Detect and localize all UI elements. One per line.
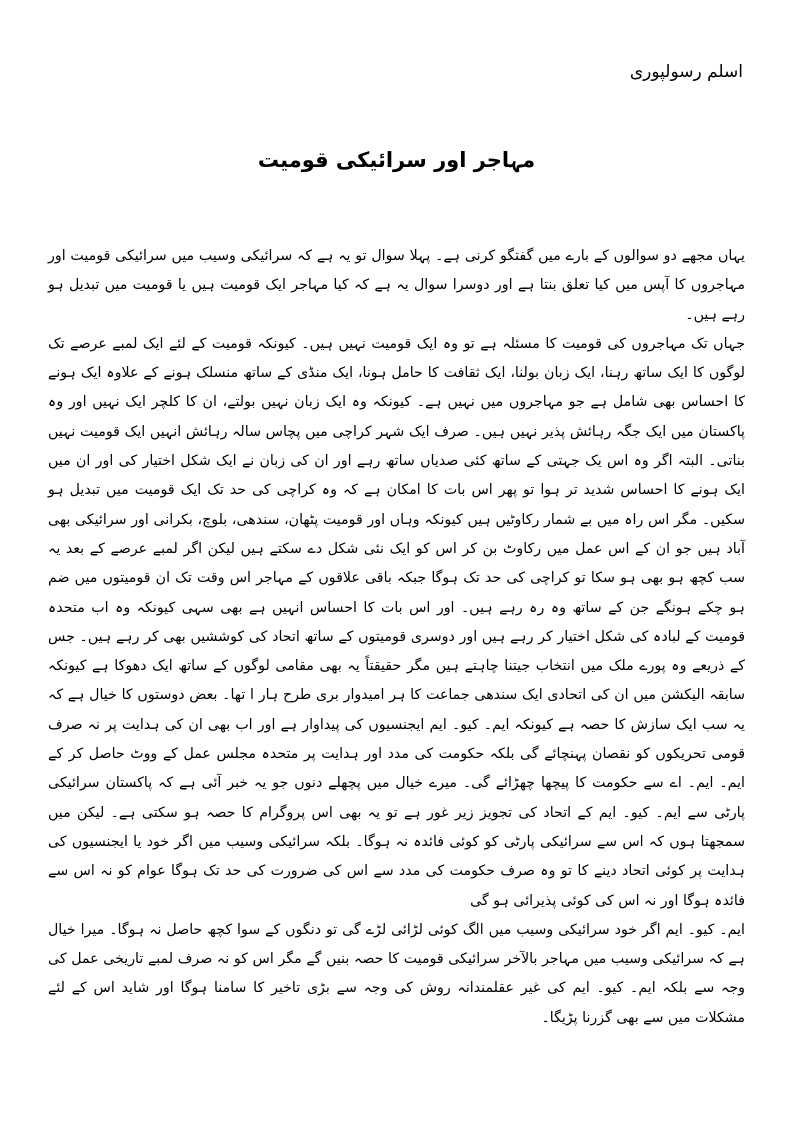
paragraph-3: ایم۔ کیو۔ ایم اگر خود سرائیکی وسیب میں الگ کوئی لڑائی لڑے گی تو دنگوں کے سوا کچھ حاصل نہ ہوگا۔ میرا خیال ہے کہ سرائیکی وسیب میں مہاجر بالآخر سرائیکی قومیت کا حصہ بنیں گے مگر اس کو نہ صرف لمبے تاریخی عمل کی وجہ سے بلکہ ایم۔ کیو۔ ایم کی غیر عقلمندانہ روش کی وجہ سے بڑی تاخیر کا سامنا ہوگا اور شاید اس کے لئے مشکلات میں سے بھی گزرنا پڑیگا۔ [48,921,745,1026]
article-title: مہاجر اور سرائیکی قومیت [257,148,536,172]
article-body [48,242,745,1033]
paragraph-1: یہاں مجھے دو سوالوں کے بارے میں گفتگو کرنی ہے۔ پہلا سوال تو یہ ہے کہ سرائیکی وسیب میں سرائیکی قومیت اور مہاجروں کا آپس میں کیا تعلق بنتا ہے اور دوسرا سوال یہ ہے کہ کیا مہاجر ایک قومیت ہیں یا قومیت میں تبدیل ہو رہے ہیں۔ [48,248,745,323]
author-name: اسلم رسولپوری [629,62,743,82]
paragraph-2: جہاں تک مہاجروں کی قومیت کا مسئلہ ہے تو وہ ایک قومیت نہیں ہیں۔ کیونکہ قومیت کے لئے ایک لمبے عرصے تک لوگوں کا ایک ساتھ رہنا، ایک زبان بولنا، ایک ثقافت کا حامل ہونا، ایک منڈی کے ساتھ منسلک ہونے کے علاوہ ایک ہونے کا احساس بھی شامل ہے جو مہاجروں میں نہیں ہے۔ کیونکہ وہ ایک زبان نہیں بولتے، ان کا کلچر ایک نہیں اور وہ پاکستان میں ایک جگہ رہائش پذیر نہیں ہیں۔ صرف ایک شہر کراچی میں پچاس سالہ رہائش انہیں ایک قومیت نہیں بناتی۔ البتہ اگر وہ اس یک جہتی کے ساتھ کئی صدیاں ساتھ رہے اور ان کی زبان نے ایک شکل اختیار کی اور ان میں ایک ہونے کا احساس شدید تر ہوا تو پھر اس بات کا امکان ہے کہ وہ کراچی کی حد تک ایک قومیت میں تبدیل ہو سکیں۔ مگر اس راہ میں بے شمار رکاوٹیں ہیں کیونکہ وہاں اور قومیت پٹھان، سندھی، بلوچ، بکرانی اور سرائیکی بھی آباد ہیں جو ان کے اس عمل میں رکاوٹ بن کر اس کو ایک نئی شکل دے سکتے ہیں لیکن اگر لمبے عرصے کے بعد یہ سب کچھ ہو بھی ہو سکا تو کراچی کی حد تک ہوگا جبکہ باقی علاقوں کے مہاجر اس وقت تک ان قومیتوں میں ضم ہو چکے ہونگے جن کے ساتھ وہ رہ رہے ہیں۔ اور اس بات کا احساس انہیں ہے بھی سہی کیونکہ وہ اب متحدہ قومیت کے لبادہ کی شکل اختیار کر رہے ہیں اور دوسری قومیتوں کے ساتھ اتحاد کی کوششیں بھی کر رہے ہیں۔ جس کے ذریعے وہ پورے ملک میں انتخاب جیتنا چاہتے ہیں مگر حقیقتاً یہ بھی مقامی لوگوں کے ساتھ ایک دھوکا ہے کیونکہ سابقہ الیکشن میں ان کی اتحادی ایک سندھی جماعت کا ہر امیدوار بری طرح ہار ا تھا۔ بعض دوستوں کا خیال ہے کہ یہ سب ایک سازش کا حصہ ہے کیونکہ ایم۔ کیو۔ ایم ایجنسیوں کی پیداوار ہے اور اب بھی ان کی ہدایت پر نہ صرف قومی تحریکوں کو نقصان پہنچائے گی بلکہ حکومت کی مدد اور ہدایت پر متحدہ مجلس عمل کے ووٹ حاصل کر کے ایم۔ ایم۔ اے سے حکومت کا پیچھا چھڑائے گی۔ میرے خیال میں پچھلے دنوں جو یہ خبر آئی ہے کہ پاکستان سرائیکی پارٹی سے ایم۔ کیو۔ ایم کے اتحاد کی تجویز زیر غور ہے تو یہ بھی اس پروگرام کا حصہ ہو سکتی ہے۔ لیکن میں سمجھتا ہوں کہ اس سے سرائیکی پارٹی کو کوئی فائدہ نہ ہوگا۔ بلکہ سرائیکی وسیب میں اگر خود یا ایجنسیوں کی ہدایت پر کوئی اتحاد دینے کا تو وہ صرف حکومت کی مدد سے اس کی ضرورت کی حد تک ہوگا عوام کو نہ اس سے فائدہ ہوگا اور نہ اس کی کوئی پذیرائی ہو گی [48,335,745,909]
